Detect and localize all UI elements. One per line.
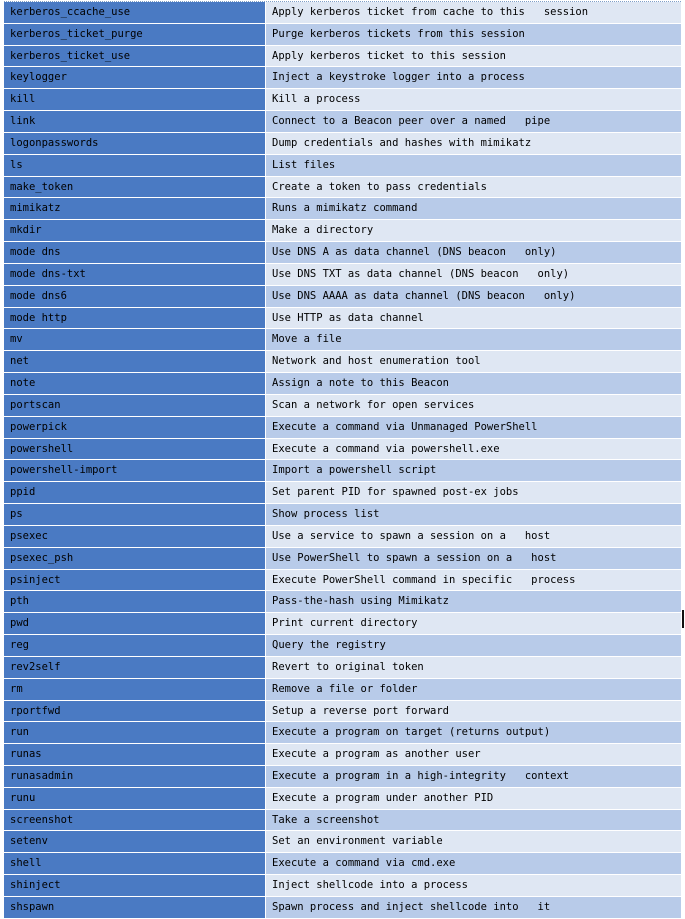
table-row <box>4 177 681 199</box>
command-cell: ps <box>4 504 266 525</box>
description-cell: Print current directory <box>266 613 681 634</box>
command-cell: mkdir <box>4 220 266 241</box>
command-cell: mode dns6 <box>4 286 266 307</box>
command-cell: run <box>4 722 266 743</box>
command-cell: rev2self <box>4 657 266 678</box>
command-cell: kerberos_ticket_use <box>4 46 266 67</box>
table-row <box>4 308 681 330</box>
description-cell: Inject a keystroke logger into a process <box>266 67 681 88</box>
command-cell: mode dns-txt <box>4 264 266 285</box>
command-cell: shspawn <box>4 897 266 918</box>
description-cell: Purge kerberos tickets from this session <box>266 24 681 45</box>
table-row <box>4 657 681 679</box>
command-cell: mv <box>4 329 266 350</box>
table-row <box>4 89 681 111</box>
table-row <box>4 875 681 897</box>
command-cell: kerberos_ticket_purge <box>4 24 266 45</box>
description-cell: Network and host enumeration tool <box>266 351 681 372</box>
table-row <box>4 504 681 526</box>
command-cell: ppid <box>4 482 266 503</box>
table-row <box>4 46 681 68</box>
table-row <box>4 482 681 504</box>
command-cell: psexec <box>4 526 266 547</box>
description-cell: Execute a command via Unmanaged PowerShell <box>266 417 681 438</box>
command-cell: mode dns <box>4 242 266 263</box>
command-cell: setenv <box>4 831 266 852</box>
description-cell: Use DNS AAAA as data channel (DNS beacon only) <box>266 286 681 307</box>
table-row <box>4 24 681 46</box>
command-cell: reg <box>4 635 266 656</box>
table-row <box>4 242 681 264</box>
command-cell: pth <box>4 591 266 612</box>
description-cell: Execute a program as another user <box>266 744 681 765</box>
table-row <box>4 613 681 635</box>
description-cell: Dump credentials and hashes with mimikatz <box>266 133 681 154</box>
table-row <box>4 198 681 220</box>
description-cell: Use DNS TXT as data channel (DNS beacon only) <box>266 264 681 285</box>
command-cell: link <box>4 111 266 132</box>
command-cell: keylogger <box>4 67 266 88</box>
table-row <box>4 744 681 766</box>
command-cell: mimikatz <box>4 198 266 219</box>
description-cell: Revert to original token <box>266 657 681 678</box>
table-row <box>4 373 681 395</box>
description-cell: Execute a command via powershell.exe <box>266 439 681 460</box>
command-cell: shell <box>4 853 266 874</box>
table-row <box>4 831 681 853</box>
description-cell: Runs a mimikatz command <box>266 198 681 219</box>
description-cell: Spawn process and inject shellcode into it <box>266 897 681 918</box>
command-cell: runu <box>4 788 266 809</box>
description-cell: Execute a command via cmd.exe <box>266 853 681 874</box>
table-row <box>4 853 681 875</box>
table-row <box>4 264 681 286</box>
description-cell: Connect to a Beacon peer over a named pipe <box>266 111 681 132</box>
command-cell: kill <box>4 89 266 110</box>
table-row <box>4 395 681 417</box>
description-cell: Apply kerberos ticket from cache to this session <box>266 2 681 23</box>
command-table <box>4 1 681 919</box>
table-row <box>4 155 681 177</box>
text-cursor <box>682 610 684 628</box>
table-row <box>4 766 681 788</box>
table-row <box>4 460 681 482</box>
description-cell: Inject shellcode into a process <box>266 875 681 896</box>
table-row <box>4 591 681 613</box>
command-cell: net <box>4 351 266 372</box>
command-cell: powershell-import <box>4 460 266 481</box>
command-cell: screenshot <box>4 810 266 831</box>
table-row <box>4 526 681 548</box>
description-cell: Remove a file or folder <box>266 679 681 700</box>
description-cell: Create a token to pass credentials <box>266 177 681 198</box>
description-cell: Setup a reverse port forward <box>266 701 681 722</box>
command-cell: runasadmin <box>4 766 266 787</box>
table-row <box>4 635 681 657</box>
description-cell: Set an environment variable <box>266 831 681 852</box>
command-cell: powerpick <box>4 417 266 438</box>
command-cell: kerberos_ccache_use <box>4 2 266 23</box>
description-cell: Set parent PID for spawned post-ex jobs <box>266 482 681 503</box>
command-cell: rportfwd <box>4 701 266 722</box>
command-cell: make_token <box>4 177 266 198</box>
description-cell: Execute a program in a high-integrity context <box>266 766 681 787</box>
description-cell: Execute a program under another PID <box>266 788 681 809</box>
command-cell: logonpasswords <box>4 133 266 154</box>
table-row <box>4 548 681 570</box>
description-cell: Query the registry <box>266 635 681 656</box>
description-cell: Kill a process <box>266 89 681 110</box>
description-cell: Execute a program on target (returns output) <box>266 722 681 743</box>
table-row <box>4 2 681 24</box>
description-cell: Make a directory <box>266 220 681 241</box>
command-cell: mode http <box>4 308 266 329</box>
command-cell: ls <box>4 155 266 176</box>
description-cell: Use a service to spawn a session on a host <box>266 526 681 547</box>
description-cell: Use PowerShell to spawn a session on a host <box>266 548 681 569</box>
description-cell: Take a screenshot <box>266 810 681 831</box>
table-row <box>4 220 681 242</box>
table-row <box>4 351 681 373</box>
table-row <box>4 897 681 919</box>
table-row <box>4 788 681 810</box>
table-row <box>4 286 681 308</box>
command-cell: runas <box>4 744 266 765</box>
table-row <box>4 570 681 592</box>
description-cell: Execute PowerShell command in specific process <box>266 570 681 591</box>
table-row <box>4 722 681 744</box>
description-cell: List files <box>266 155 681 176</box>
command-cell: rm <box>4 679 266 700</box>
command-cell: powershell <box>4 439 266 460</box>
command-cell: note <box>4 373 266 394</box>
table-row <box>4 329 681 351</box>
description-cell: Move a file <box>266 329 681 350</box>
table-row <box>4 111 681 133</box>
description-cell: Use HTTP as data channel <box>266 308 681 329</box>
description-cell: Assign a note to this Beacon <box>266 373 681 394</box>
description-cell: Apply kerberos ticket to this session <box>266 46 681 67</box>
command-cell: psinject <box>4 570 266 591</box>
table-row <box>4 67 681 89</box>
description-cell: Show process list <box>266 504 681 525</box>
command-cell: shinject <box>4 875 266 896</box>
table-row <box>4 810 681 832</box>
description-cell: Pass-the-hash using Mimikatz <box>266 591 681 612</box>
description-cell: Scan a network for open services <box>266 395 681 416</box>
table-row <box>4 133 681 155</box>
table-row <box>4 417 681 439</box>
description-cell: Use DNS A as data channel (DNS beacon only) <box>266 242 681 263</box>
command-cell: portscan <box>4 395 266 416</box>
table-row <box>4 679 681 701</box>
command-cell: pwd <box>4 613 266 634</box>
table-row <box>4 439 681 461</box>
command-cell: psexec_psh <box>4 548 266 569</box>
description-cell: Import a powershell script <box>266 460 681 481</box>
table-row <box>4 701 681 723</box>
